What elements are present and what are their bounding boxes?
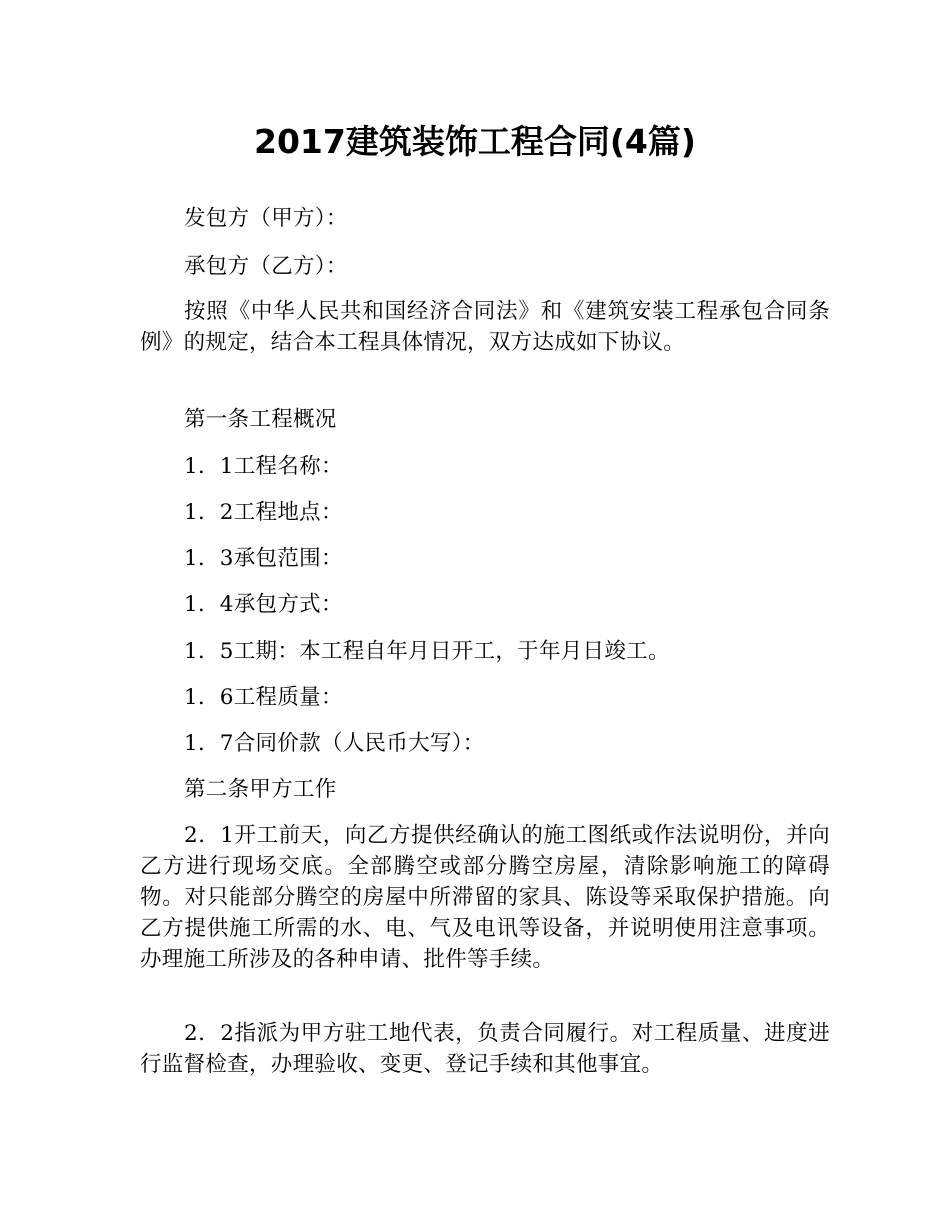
clause-1-2: 1．2工程地点： <box>184 500 343 525</box>
document-title: 2017建筑装饰工程合同(4篇) <box>254 122 696 161</box>
article-2-heading: 第二条甲方工作 <box>184 777 337 802</box>
clause-1-5: 1．5工期：本工程自年月日开工，于年月日竣工。 <box>184 639 670 664</box>
clause-2-1: 2．1开工前天，向乙方提供经确认的施工图纸或作法说明份，并向乙方进行现场交底。全部腾空或部分腾空房屋，清除影响施工的障碍物。对只能部分腾空的房屋中所滞留的家具、陈设等采取保护措施。向乙方提供施工所需的水、电、气及电讯等设备，并说明使用注意事项。办理施工所涉及的各种申请、批件等手续。 <box>140 823 830 972</box>
preamble-paragraph: 按照《中华人民共和国经济合同法》和《建筑安装工程承包合同条例》的规定，结合本工程具体情况，双方达成如下协议。 <box>140 299 830 355</box>
clause-1-4: 1．4承包方式： <box>184 592 343 617</box>
clause-1-3: 1．3承包范围： <box>184 546 343 571</box>
article-1-heading: 第一条工程概况 <box>184 407 337 432</box>
clause-1-1: 1．1工程名称： <box>184 454 343 479</box>
clause-2-2: 2．2指派为甲方驻工地代表，负责合同履行。对工程质量、进度进行监督检查，办理验收、变更、登记手续和其他事宜。 <box>140 1021 830 1077</box>
party-a-line: 发包方（甲方）： <box>184 206 348 231</box>
clause-1-7: 1．7合同价款（人民币大写）： <box>184 731 485 756</box>
clause-1-6: 1．6工程质量： <box>184 685 343 710</box>
party-b-line: 承包方（乙方）： <box>184 254 348 279</box>
